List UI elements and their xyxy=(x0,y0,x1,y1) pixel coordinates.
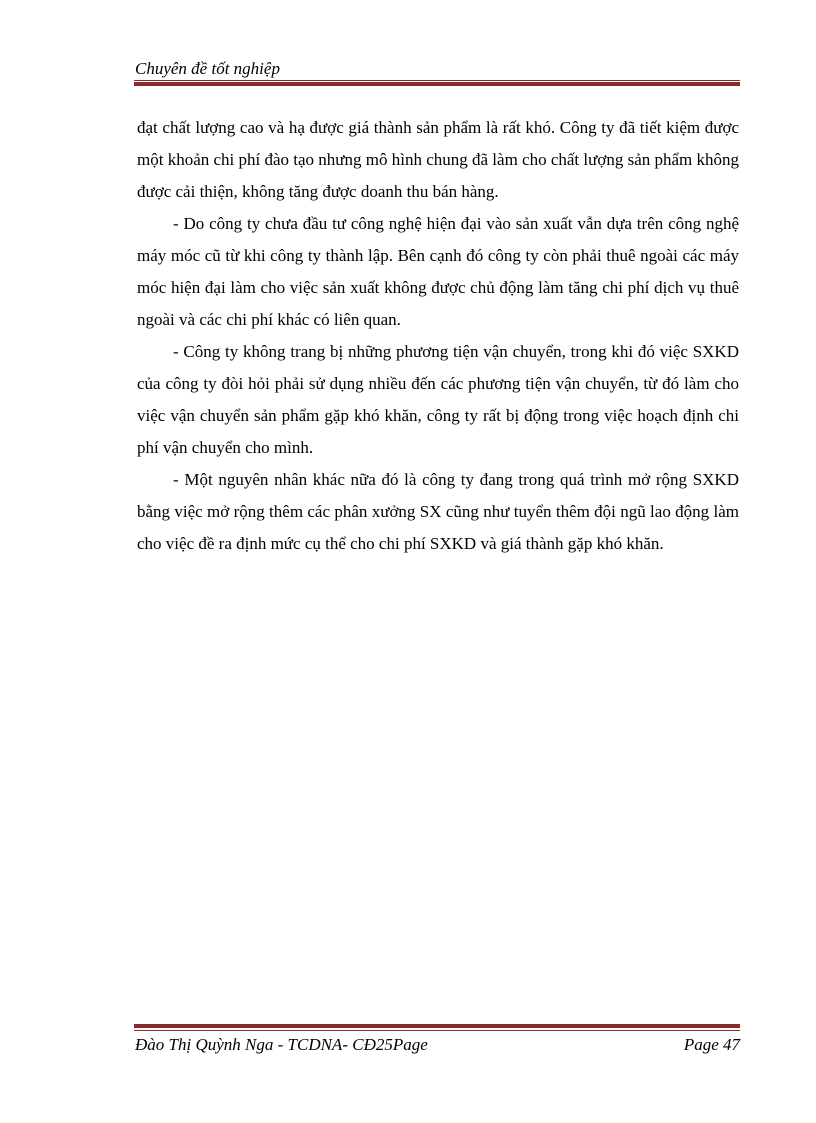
paragraph-continuation: đạt chất lượng cao và hạ được giá thành sản phẩm là rất khó. Công ty đã tiết kiệm được một khoản chi phí đào tạo nhưng mô hình chung đã làm cho chất lượng sản phẩm không được cải thiện, không tăng được doanh thu bán hàng. xyxy=(137,118,740,201)
footer-author: Đào Thị Quỳnh Nga - TCDNA- CĐ25Page xyxy=(135,1035,428,1054)
body-text xyxy=(137,112,739,560)
header-title: Chuyên đề tốt nghiệp xyxy=(135,59,280,78)
paragraph-transport: - Công ty không trang bị những phương tiện vận chuyển, trong khi đó việc SXKD của công ty đòi hỏi phải sử dụng nhiều đến các phương tiện vận chuyển, từ đó làm cho việc vận chuyển sản phẩm gặp khó khăn, công ty rất bị động trong việc hoạch định chi phí vận chuyển cho mình. xyxy=(137,342,739,457)
header-rule-thin xyxy=(134,80,740,81)
footer-rule-thin xyxy=(134,1030,740,1031)
footer-page-number: Page 47 xyxy=(683,1035,740,1054)
footer-rule-thick xyxy=(134,1024,740,1028)
paragraph-technology: - Do công ty chưa đầu tư công nghệ hiện đại vào sản xuất vẫn dựa trên công nghệ máy móc cũ từ khi công ty thành lập. Bên cạnh đó công ty còn phải thuê ngoài các máy móc hiện đại làm cho việc sản xuất không được chủ động làm tăng chi phí dịch vụ thuê ngoài và các chi phí khác có liên quan. xyxy=(137,214,739,329)
header-rule-thick xyxy=(134,82,740,86)
paragraph-expansion: - Một nguyên nhân khác nữa đó là công ty đang trong quá trình mở rộng SXKD bằng việc mở rộng thêm các phân xưởng SX cũng như tuyển thêm đội ngũ lao động làm cho việc đề ra định mức cụ thể cho chi phí SXKD và giá thành gặp khó khăn. xyxy=(137,470,739,553)
